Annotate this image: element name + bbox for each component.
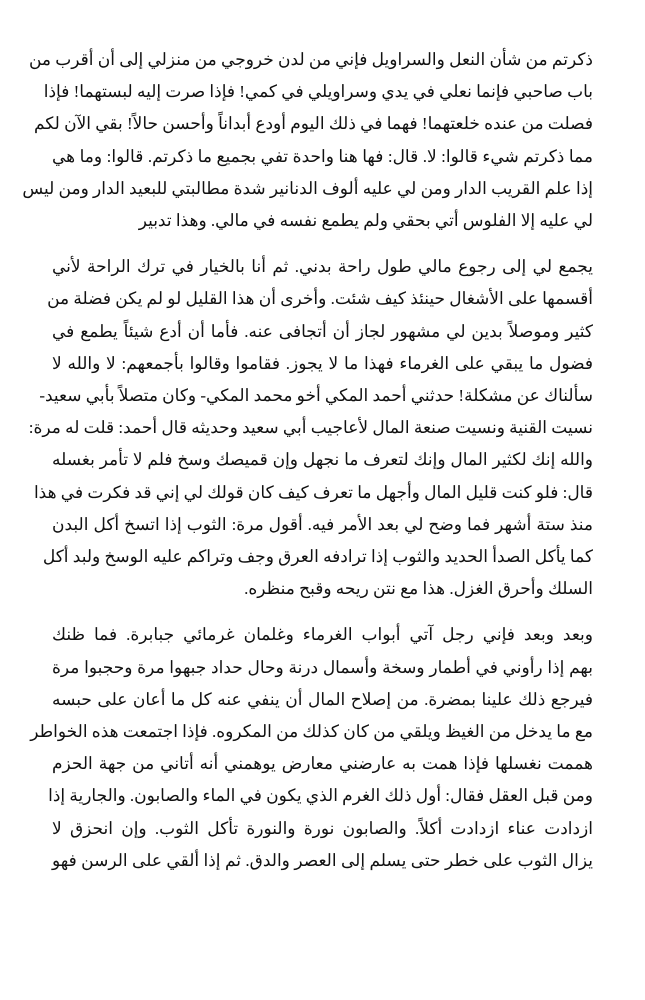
text-line: هممت نغسلها فإذا همت به عارضني معارض يوهمني أنه أتاني من جهة الحزم (52, 754, 593, 774)
text-line: لي عليه إلا الفلوس أتي بحقي ولم يطمع نفسه في مالي. وهذا تدبير (138, 211, 593, 231)
text-line: يجمع لي إلى رجوع مالي طول راحة بدني. ثم أنا بالخيار في ترك الراحة لأني (52, 257, 593, 277)
text-line: ذكرتم من شأن النعل والسراويل فإني من لدن خروجي من منزلي إلى أن أقرب من (28, 50, 593, 69)
text-line: نسيت القنية ونسيت صنعة المال لأعاجيب أبي سعيد وحديثه قال أحمد: قلت له مرة: (28, 418, 593, 438)
text-line: والله إنك لكثير المال وإنك لتعرف ما نجهل وإن قميصك وسخ فلم لا تأمر بغسله (52, 450, 593, 470)
text-line: بهم إذا رأوني في أطمار وسخة وأسمال درنة وحال حداد جبهوا مرة وحجبوا مرة (52, 657, 593, 677)
text-line: منذ ستة أشهر فما وضح لي بعد الأمر فيه. أقول مرة: الثوب إذا اتسخ أكل البدن (52, 514, 593, 534)
text-line: يزال الثوب على خطر حتى يسلم إلى العصر والدق. ثم إذا ألقي على الرسن فهو (52, 850, 593, 870)
text-line: سألناك عن مشكلة! حدثني أحمد المكي أخو محمد المكي- وكان متصلاً بأبي سعيد- (39, 386, 593, 406)
text-line: ومن قبل العقل فقال: أول ذلك الغرم الذي يكون في الماء والصابون. والجارية إذا (48, 786, 593, 806)
text-line: فضول ما يبقي على الغرماء فهذا ما لا يجوز. فقاموا وقالوا بأجمعهم: لا والله لا (52, 353, 593, 373)
text-line: ازدادت عناء ازدادت أكلاً. والصابون نورة والنورة تأكل الثوب. وإن انحزق لا (52, 818, 593, 838)
text-line: إذا علم القريب الدار ومن لي عليه ألوف الدنانير شدة مطالبتي للبعيد الدار ومن ليس (22, 178, 593, 198)
text-line: مع ما يدخل من الغيظ ويلقي من كان كذلك من المكروه. فإذا اجتمعت هذه الخواطر (30, 722, 593, 742)
text-line: فصلت من عنده خلعتهما! فهما في ذلك اليوم أودع أبداناً وأحسن حالاً! بقي الآن لكم (33, 114, 593, 134)
text-line: كثير وموصلاً بدين لي مشهور لجاز أن أتجافى عنه. فأما أن أدع شيئاً يطمع في (52, 321, 593, 341)
text-line: فيرجع ذلك علينا بمضرة. من إصلاح المال أن ينفي عنه كل ما أعان على حبسه (52, 689, 593, 709)
paragraph-3 (30, 619, 593, 877)
text-line: قال: فلو كنت قليل المال وأجهل ما تعرف كيف كان قولك لي إني قد فكرت في هذا (33, 482, 593, 502)
text-line: مما ذكرتم شيء قالوا: لا. قال: فها هنا واحدة تفي بجميع ما ذكرتم. قالوا: وما هي (52, 146, 593, 166)
paragraph-2 (28, 251, 593, 605)
paragraph-1 (22, 44, 593, 237)
text-line: باب صاحبي فإنما نعلي في يدي وسراويلي في كمي! فإذا صرت إليه لبستهما! فإذا (43, 82, 593, 102)
text-line: كما يأكل الصدأ الحديد والثوب إذا ترادفه العرق وجف وتراكم عليه الوسخ ولبد أكل (42, 547, 593, 567)
text-line: السلك وأحرق الغزل. هذا مع نتن ريحه وقبح منظره. (244, 579, 593, 599)
text-line: أقسمها على الأشغال حينئذ كيف شئت. وأخرى أن هذا القليل لو لم يكن فضلة من (47, 289, 593, 309)
text-line: وبعد وبعد فإني رجل آتي أبواب الغرماء وغلمان غرمائي جبابرة. فما ظنك (52, 625, 593, 645)
